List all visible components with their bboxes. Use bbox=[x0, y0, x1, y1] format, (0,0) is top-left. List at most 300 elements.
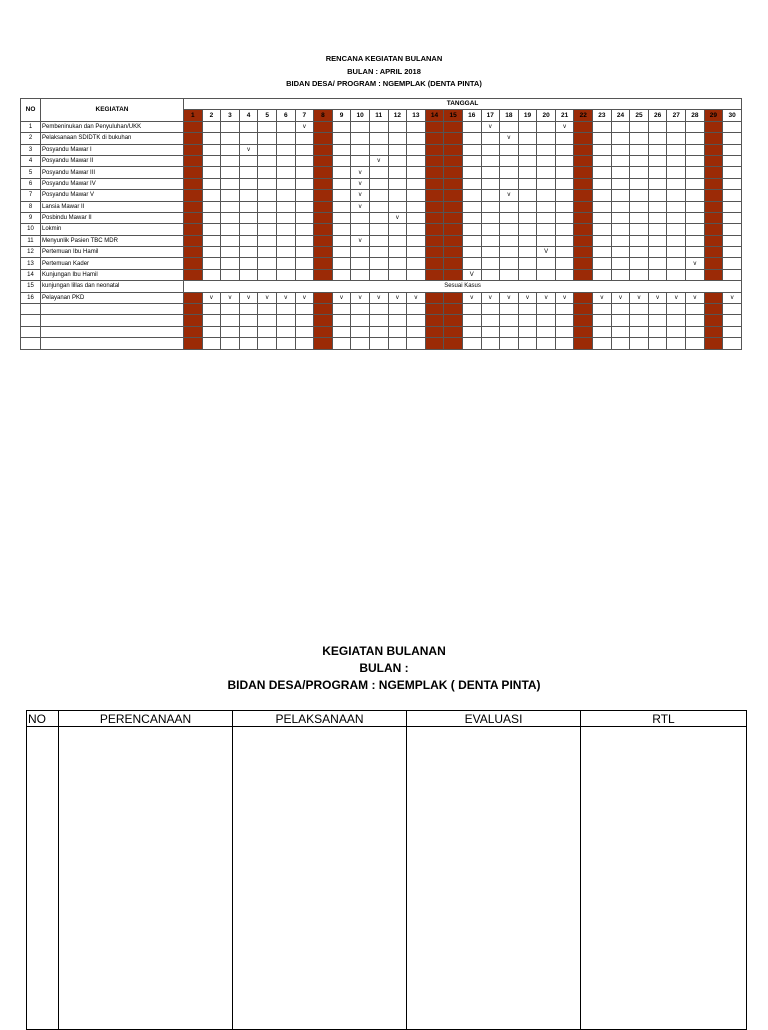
day-header-15: 15 bbox=[444, 110, 463, 121]
day-cell bbox=[425, 338, 444, 349]
day-cell bbox=[369, 258, 388, 269]
day-cell bbox=[686, 167, 705, 178]
day-cell bbox=[444, 338, 463, 349]
day-cell bbox=[518, 178, 537, 189]
day-cell bbox=[425, 304, 444, 315]
day-cell bbox=[593, 121, 612, 132]
day-cell bbox=[667, 212, 686, 223]
day-cell bbox=[425, 201, 444, 212]
day-cell bbox=[239, 315, 258, 326]
day-header-11: 11 bbox=[369, 110, 388, 121]
row-no: 10 bbox=[21, 224, 41, 235]
day-cell bbox=[537, 235, 556, 246]
day-cell bbox=[723, 258, 742, 269]
row-kegiatan: Posyandu Mawar V bbox=[41, 190, 184, 201]
day-cell bbox=[444, 315, 463, 326]
check-mark: v bbox=[258, 292, 277, 303]
day-header-16: 16 bbox=[462, 110, 481, 121]
day-cell bbox=[667, 224, 686, 235]
day-cell bbox=[704, 235, 723, 246]
day-cell bbox=[444, 269, 463, 280]
day-cell bbox=[667, 258, 686, 269]
day-cell bbox=[611, 133, 630, 144]
day-cell bbox=[462, 121, 481, 132]
schedule-row bbox=[21, 338, 742, 349]
day-cell bbox=[295, 315, 314, 326]
check-mark: v bbox=[723, 292, 742, 303]
day-cell bbox=[500, 304, 519, 315]
day-cell bbox=[258, 178, 277, 189]
day-cell bbox=[444, 144, 463, 155]
day-cell bbox=[221, 235, 240, 246]
day-cell bbox=[314, 178, 333, 189]
day-cell bbox=[555, 269, 574, 280]
check-mark: v bbox=[648, 292, 667, 303]
day-cell bbox=[202, 133, 221, 144]
day-cell bbox=[462, 201, 481, 212]
day-cell bbox=[276, 304, 295, 315]
schedule-row bbox=[21, 224, 742, 235]
day-cell bbox=[518, 269, 537, 280]
day-cell bbox=[574, 292, 593, 303]
check-mark: v bbox=[351, 201, 370, 212]
schedule-row bbox=[21, 292, 742, 303]
day-cell bbox=[704, 133, 723, 144]
check-mark: v bbox=[555, 292, 574, 303]
day-cell bbox=[276, 155, 295, 166]
check-mark: v bbox=[351, 235, 370, 246]
day-cell bbox=[184, 292, 203, 303]
day-cell bbox=[462, 235, 481, 246]
day-cell bbox=[388, 269, 407, 280]
row-kegiatan bbox=[41, 315, 184, 326]
day-cell bbox=[351, 247, 370, 258]
day-cell bbox=[518, 326, 537, 337]
eval-cell[interactable] bbox=[233, 727, 407, 1030]
day-cell bbox=[667, 326, 686, 337]
day-cell bbox=[481, 178, 500, 189]
day-cell bbox=[407, 235, 426, 246]
schedule-row bbox=[21, 247, 742, 258]
day-cell bbox=[351, 144, 370, 155]
day-cell bbox=[351, 133, 370, 144]
day-cell bbox=[221, 167, 240, 178]
check-mark: v bbox=[369, 292, 388, 303]
day-cell bbox=[221, 338, 240, 349]
day-cell bbox=[704, 212, 723, 223]
day-cell bbox=[574, 167, 593, 178]
day-cell bbox=[184, 326, 203, 337]
day-cell bbox=[667, 247, 686, 258]
row-no bbox=[21, 304, 41, 315]
plan-title-line: RENCANA KEGIATAN BULANAN bbox=[325, 54, 443, 63]
day-cell bbox=[518, 190, 537, 201]
header-tanggal: TANGGAL bbox=[184, 99, 742, 110]
day-cell bbox=[239, 133, 258, 144]
day-cell bbox=[221, 155, 240, 166]
row-kegiatan bbox=[41, 338, 184, 349]
check-mark: v bbox=[481, 292, 500, 303]
day-cell bbox=[630, 304, 649, 315]
check-mark: v bbox=[500, 292, 519, 303]
day-cell bbox=[462, 178, 481, 189]
schedule-row bbox=[21, 281, 742, 292]
day-cell bbox=[593, 338, 612, 349]
day-cell bbox=[258, 258, 277, 269]
day-cell bbox=[723, 235, 742, 246]
day-cell bbox=[500, 155, 519, 166]
day-cell bbox=[276, 121, 295, 132]
day-cell bbox=[462, 315, 481, 326]
eval-cell[interactable] bbox=[59, 727, 233, 1030]
day-cell bbox=[295, 155, 314, 166]
day-cell bbox=[388, 247, 407, 258]
day-cell bbox=[518, 155, 537, 166]
day-cell bbox=[388, 338, 407, 349]
day-cell bbox=[704, 190, 723, 201]
day-cell bbox=[704, 247, 723, 258]
day-cell bbox=[611, 201, 630, 212]
day-cell bbox=[686, 201, 705, 212]
day-cell bbox=[462, 326, 481, 337]
day-cell bbox=[295, 304, 314, 315]
schedule-row bbox=[21, 258, 742, 269]
day-cell bbox=[630, 212, 649, 223]
day-cell bbox=[667, 269, 686, 280]
day-cell bbox=[407, 190, 426, 201]
day-cell bbox=[518, 144, 537, 155]
day-header-18: 18 bbox=[500, 110, 519, 121]
schedule-row bbox=[21, 235, 742, 246]
day-cell bbox=[407, 201, 426, 212]
day-cell bbox=[667, 178, 686, 189]
day-cell bbox=[574, 178, 593, 189]
plan-title bbox=[0, 53, 768, 91]
row-no: 13 bbox=[21, 258, 41, 269]
day-cell bbox=[555, 315, 574, 326]
day-cell bbox=[574, 304, 593, 315]
day-cell bbox=[276, 178, 295, 189]
day-header-29: 29 bbox=[704, 110, 723, 121]
day-header-4: 4 bbox=[239, 110, 258, 121]
eval-header-rtl: RTL bbox=[581, 711, 747, 727]
day-cell bbox=[351, 155, 370, 166]
day-cell bbox=[351, 304, 370, 315]
day-cell bbox=[407, 224, 426, 235]
day-cell bbox=[648, 235, 667, 246]
day-cell bbox=[332, 167, 351, 178]
day-cell bbox=[314, 235, 333, 246]
day-cell bbox=[221, 304, 240, 315]
row-no: 6 bbox=[21, 178, 41, 189]
day-cell bbox=[202, 258, 221, 269]
day-cell bbox=[239, 201, 258, 212]
day-cell bbox=[202, 144, 221, 155]
day-cell bbox=[704, 155, 723, 166]
day-cell bbox=[202, 212, 221, 223]
check-mark: v bbox=[239, 292, 258, 303]
check-mark: v bbox=[500, 190, 519, 201]
day-cell bbox=[295, 258, 314, 269]
day-cell bbox=[686, 326, 705, 337]
schedule-row bbox=[21, 121, 742, 132]
day-cell bbox=[723, 338, 742, 349]
day-cell bbox=[667, 167, 686, 178]
day-cell bbox=[184, 212, 203, 223]
day-cell bbox=[555, 247, 574, 258]
check-mark: v bbox=[686, 292, 705, 303]
day-header-8: 8 bbox=[314, 110, 333, 121]
day-cell bbox=[202, 201, 221, 212]
row-kegiatan: Posbindu Mawar II bbox=[41, 212, 184, 223]
day-cell bbox=[276, 133, 295, 144]
day-cell bbox=[184, 178, 203, 189]
day-cell bbox=[611, 178, 630, 189]
day-cell bbox=[221, 258, 240, 269]
day-cell bbox=[388, 190, 407, 201]
day-cell bbox=[314, 190, 333, 201]
day-cell bbox=[723, 167, 742, 178]
day-cell bbox=[611, 258, 630, 269]
day-cell bbox=[258, 201, 277, 212]
day-cell bbox=[184, 224, 203, 235]
check-mark: v bbox=[221, 292, 240, 303]
eval-cell[interactable] bbox=[407, 727, 581, 1030]
day-cell bbox=[332, 178, 351, 189]
day-cell bbox=[574, 190, 593, 201]
check-mark: v bbox=[630, 292, 649, 303]
day-cell bbox=[221, 315, 240, 326]
day-cell bbox=[500, 212, 519, 223]
row-merged-note: Sesuai Kasus bbox=[184, 281, 742, 292]
row-no bbox=[21, 338, 41, 349]
day-header-13: 13 bbox=[407, 110, 426, 121]
row-kegiatan: Pelaksanaan SDIDTK di bukuhan bbox=[41, 133, 184, 144]
day-cell bbox=[462, 155, 481, 166]
row-no: 12 bbox=[21, 247, 41, 258]
eval-header-row bbox=[27, 711, 747, 727]
day-cell bbox=[221, 144, 240, 155]
day-cell bbox=[611, 121, 630, 132]
row-kegiatan: Posyandu Mawar II bbox=[41, 155, 184, 166]
day-cell bbox=[686, 212, 705, 223]
day-cell bbox=[388, 155, 407, 166]
day-cell bbox=[518, 133, 537, 144]
day-cell bbox=[686, 121, 705, 132]
day-cell bbox=[574, 247, 593, 258]
eval-header-evaluasi: EVALUASI bbox=[407, 711, 581, 727]
day-cell bbox=[202, 121, 221, 132]
day-cell bbox=[555, 258, 574, 269]
day-cell bbox=[537, 315, 556, 326]
day-header-25: 25 bbox=[630, 110, 649, 121]
day-cell bbox=[593, 247, 612, 258]
day-cell bbox=[630, 338, 649, 349]
day-cell bbox=[611, 247, 630, 258]
day-cell bbox=[369, 315, 388, 326]
day-header-12: 12 bbox=[388, 110, 407, 121]
day-cell bbox=[425, 292, 444, 303]
day-cell bbox=[221, 190, 240, 201]
row-kegiatan: Pelayanan PKD bbox=[41, 292, 184, 303]
day-cell bbox=[258, 212, 277, 223]
day-cell bbox=[332, 247, 351, 258]
day-cell bbox=[555, 338, 574, 349]
day-cell bbox=[239, 224, 258, 235]
day-cell bbox=[593, 155, 612, 166]
day-cell bbox=[351, 315, 370, 326]
day-cell bbox=[648, 338, 667, 349]
day-cell bbox=[667, 235, 686, 246]
day-cell bbox=[500, 178, 519, 189]
day-cell bbox=[611, 167, 630, 178]
day-cell bbox=[630, 144, 649, 155]
day-cell bbox=[221, 326, 240, 337]
day-cell bbox=[518, 201, 537, 212]
day-header-10: 10 bbox=[351, 110, 370, 121]
day-cell bbox=[500, 315, 519, 326]
day-cell bbox=[648, 121, 667, 132]
day-cell bbox=[351, 224, 370, 235]
day-cell bbox=[295, 224, 314, 235]
day-cell bbox=[332, 212, 351, 223]
day-cell bbox=[202, 326, 221, 337]
day-cell bbox=[407, 269, 426, 280]
day-cell bbox=[407, 155, 426, 166]
day-cell bbox=[351, 269, 370, 280]
day-cell bbox=[221, 269, 240, 280]
day-cell bbox=[332, 315, 351, 326]
day-cell bbox=[537, 201, 556, 212]
day-cell bbox=[258, 326, 277, 337]
day-cell bbox=[462, 212, 481, 223]
day-cell bbox=[239, 247, 258, 258]
day-cell bbox=[462, 258, 481, 269]
eval-title-line: KEGIATAN BULANAN bbox=[322, 644, 446, 658]
day-cell bbox=[704, 167, 723, 178]
day-cell bbox=[481, 258, 500, 269]
schedule-row bbox=[21, 190, 742, 201]
row-no: 14 bbox=[21, 269, 41, 280]
day-cell bbox=[648, 155, 667, 166]
day-cell bbox=[314, 224, 333, 235]
day-cell bbox=[295, 178, 314, 189]
day-cell bbox=[593, 133, 612, 144]
check-mark: v bbox=[295, 121, 314, 132]
row-no: 16 bbox=[21, 292, 41, 303]
day-cell bbox=[276, 212, 295, 223]
day-cell bbox=[407, 315, 426, 326]
day-cell bbox=[351, 212, 370, 223]
day-cell bbox=[444, 167, 463, 178]
day-cell bbox=[481, 235, 500, 246]
day-cell bbox=[369, 201, 388, 212]
day-cell bbox=[276, 258, 295, 269]
day-cell bbox=[648, 247, 667, 258]
day-cell bbox=[648, 144, 667, 155]
day-cell bbox=[704, 224, 723, 235]
day-cell bbox=[593, 144, 612, 155]
eval-header-perencanaan: PERENCANAAN bbox=[59, 711, 233, 727]
day-cell bbox=[667, 133, 686, 144]
day-cell bbox=[258, 155, 277, 166]
day-cell bbox=[555, 178, 574, 189]
day-cell bbox=[425, 269, 444, 280]
day-cell bbox=[295, 144, 314, 155]
day-cell bbox=[425, 235, 444, 246]
day-cell bbox=[686, 224, 705, 235]
day-cell bbox=[704, 144, 723, 155]
day-cell bbox=[388, 144, 407, 155]
day-cell bbox=[667, 304, 686, 315]
day-cell bbox=[388, 235, 407, 246]
row-kegiatan: Kunjungan Ibu Hamil bbox=[41, 269, 184, 280]
day-cell bbox=[704, 326, 723, 337]
day-cell bbox=[574, 212, 593, 223]
day-cell bbox=[593, 235, 612, 246]
day-cell bbox=[630, 201, 649, 212]
day-cell bbox=[723, 269, 742, 280]
check-mark: v bbox=[518, 292, 537, 303]
day-cell bbox=[332, 304, 351, 315]
day-cell bbox=[723, 190, 742, 201]
day-cell bbox=[537, 224, 556, 235]
day-cell bbox=[500, 258, 519, 269]
day-cell bbox=[239, 304, 258, 315]
day-cell bbox=[611, 144, 630, 155]
day-header-26: 26 bbox=[648, 110, 667, 121]
day-cell bbox=[258, 190, 277, 201]
day-cell bbox=[388, 178, 407, 189]
day-cell bbox=[462, 133, 481, 144]
day-cell bbox=[723, 304, 742, 315]
eval-cell[interactable] bbox=[27, 727, 59, 1030]
day-cell bbox=[630, 269, 649, 280]
day-cell bbox=[518, 247, 537, 258]
day-cell bbox=[686, 269, 705, 280]
eval-cell[interactable] bbox=[581, 727, 747, 1030]
day-cell bbox=[369, 326, 388, 337]
check-mark: v bbox=[555, 121, 574, 132]
day-cell bbox=[667, 144, 686, 155]
day-cell bbox=[593, 201, 612, 212]
day-cell bbox=[407, 178, 426, 189]
day-cell bbox=[314, 247, 333, 258]
day-cell bbox=[704, 338, 723, 349]
row-kegiatan: Pertemuan Kader bbox=[41, 258, 184, 269]
check-mark: v bbox=[611, 292, 630, 303]
day-cell bbox=[425, 315, 444, 326]
day-cell bbox=[276, 326, 295, 337]
day-cell bbox=[202, 155, 221, 166]
check-mark: v bbox=[388, 212, 407, 223]
day-cell bbox=[239, 269, 258, 280]
row-no: 5 bbox=[21, 167, 41, 178]
row-kegiatan: Posyandu Mawar IV bbox=[41, 178, 184, 189]
header-kegiatan: KEGIATAN bbox=[41, 99, 184, 122]
day-cell bbox=[481, 247, 500, 258]
row-no: 9 bbox=[21, 212, 41, 223]
day-cell bbox=[648, 167, 667, 178]
day-cell bbox=[574, 224, 593, 235]
day-cell bbox=[481, 155, 500, 166]
check-mark: v bbox=[332, 292, 351, 303]
day-cell bbox=[500, 121, 519, 132]
day-cell bbox=[500, 224, 519, 235]
day-cell bbox=[258, 269, 277, 280]
day-cell bbox=[407, 121, 426, 132]
day-header-28: 28 bbox=[686, 110, 705, 121]
